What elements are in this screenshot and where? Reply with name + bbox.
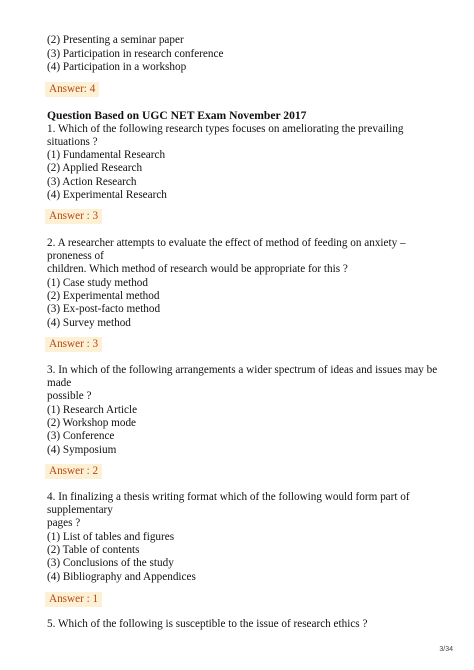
prev-option-4: (4) Participation in a workshop: [47, 61, 187, 73]
prev-option-3: (3) Participation in research conference: [47, 48, 224, 60]
q3-option-2: (2) Workshop mode: [47, 417, 137, 429]
q1-option-2: (2) Applied Research: [47, 162, 143, 174]
q3-text-line-2: made: [47, 377, 72, 389]
q1-option-3: (3) Action Research: [47, 176, 137, 188]
q4-option-4: (4) Bibliography and Appendices: [47, 571, 196, 583]
q2-option-4: (4) Survey method: [47, 317, 131, 329]
q3-option-3: (3) Conference: [47, 430, 115, 442]
q2-text-line-3: children. Which method of research would be appropriate for this ?: [47, 263, 348, 275]
q4-text-line-3: pages ?: [47, 517, 81, 529]
q5-text-line-1: 5. Which of the following is susceptible to the issue of research ethics ?: [47, 618, 368, 630]
q2-answer-box: Answer : 3: [45, 337, 102, 352]
q4-text-line-1: 4. In finalizing a thesis writing format which of the following would form part of: [47, 491, 410, 503]
q2-option-3: (3) Ex-post-facto method: [47, 303, 161, 315]
prev-option-2: (2) Presenting a seminar paper: [47, 34, 184, 46]
q4-answer-box: Answer : 1: [45, 592, 102, 607]
q2-text-line-1: 2. A researcher attempts to evaluate the effect of method of feeding on anxiety –: [47, 237, 406, 249]
section-heading: Question Based on UGC NET Exam November 2017: [47, 109, 307, 122]
q1-text-line-2: situations ?: [47, 136, 98, 148]
q1-option-1: (1) Fundamental Research: [47, 149, 166, 161]
q2-text-line-2: proneness of: [47, 250, 104, 262]
q4-option-3: (3) Conclusions of the study: [47, 557, 174, 569]
q2-option-2: (2) Experimental method: [47, 290, 160, 302]
q2-option-1: (1) Case study method: [47, 277, 148, 289]
q4-option-1: (1) List of tables and figures: [47, 531, 175, 543]
page-number: 3/34: [439, 646, 453, 653]
q1-text-line-1: 1. Which of the following research types focuses on ameliorating the prevailing: [47, 123, 404, 135]
q3-option-4: (4) Symposium: [47, 444, 117, 456]
q4-option-2: (2) Table of contents: [47, 544, 140, 556]
q3-text-line-3: possible ?: [47, 390, 92, 402]
q1-option-4: (4) Experimental Research: [47, 189, 167, 201]
q3-answer-box: Answer : 2: [45, 464, 102, 479]
q3-option-1: (1) Research Article: [47, 404, 138, 416]
prev-answer-box: Answer: 4: [45, 82, 99, 97]
q1-answer-box: Answer : 3: [45, 209, 102, 224]
q4-text-line-2: supplementary: [47, 504, 113, 516]
q3-text-line-1: 3. In which of the following arrangements a wider spectrum of ideas and issues may be: [47, 364, 438, 376]
